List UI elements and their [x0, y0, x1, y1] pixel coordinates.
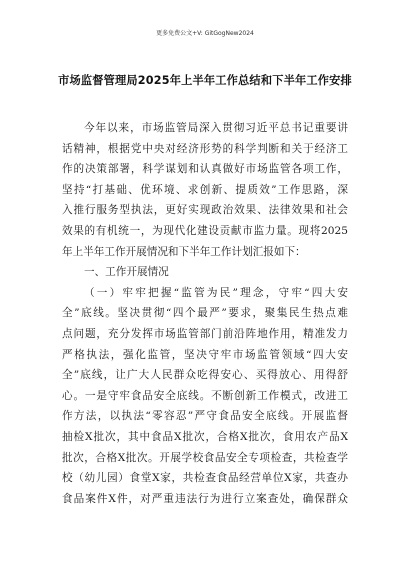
- body-line: 今年以来，市场监管局深入贯彻习近平总书记重要讲: [84, 122, 348, 134]
- watermark-text: 更多免费公文+V: GitGogNew2024: [156, 30, 254, 37]
- body-line: 作的决策部署，科学谋划和认真做好市场监管各项工作，: [62, 163, 348, 176]
- body-line: 抽检X批次，其中食品X批次，合格X批次，食用农产品X: [62, 430, 348, 443]
- document-title: 市场监督管理局2025年上半年工作总结和下半年工作安排: [58, 74, 352, 87]
- body-line: 话精神，根据党中央对经济形势的科学判断和关于经济工: [62, 142, 348, 155]
- body-line: 入推行服务型执法，更好实现政治效果、法律效果和社会: [62, 204, 348, 217]
- body-line: （一）牢牢把握“监管为民”理念，守牢“四大安: [84, 286, 348, 299]
- body-line: 一、工作开展情况: [84, 266, 169, 279]
- body-line: 食品案件X件，对严重违法行为进行立案查处，确保群众: [62, 492, 348, 505]
- body-line: 作方法，以执法“零容忍”严守食品安全底线。开展监督: [62, 410, 348, 423]
- body-line: 全”底线。坚决贯彻“四个最严”要求，聚集民生热点难: [62, 307, 348, 320]
- document-body: [62, 118, 348, 509]
- body-line: 坚持“打基础、优环境、求创新、提质效”工作思路，深: [62, 183, 348, 196]
- body-line: 严格执法，强化监管，坚决守牢市场监管领域“四大安: [62, 348, 348, 361]
- body-line: 年上半年工作开展情况和下半年工作计划汇报如下：: [62, 245, 306, 258]
- body-line: 效果的有机统一，为现代化建设贡献市监力量。现将2025: [62, 224, 348, 237]
- body-line: 校（幼儿园）食堂X家，共检查食品经营单位X家，共查办: [62, 472, 348, 485]
- body-line: 点问题，充分发挥市场监管部门前沿阵地作用，精准发力: [62, 327, 348, 340]
- body-line: 批次，合格X批次。开展学校食品安全专项检查，共检查学: [62, 451, 348, 464]
- body-line: 全”底线，让广大人民群众吃得安心、买得放心、用得舒: [62, 369, 348, 382]
- body-line: 心。一是守牢食品安全底线。不断创新工作模式，改进工: [62, 389, 348, 402]
